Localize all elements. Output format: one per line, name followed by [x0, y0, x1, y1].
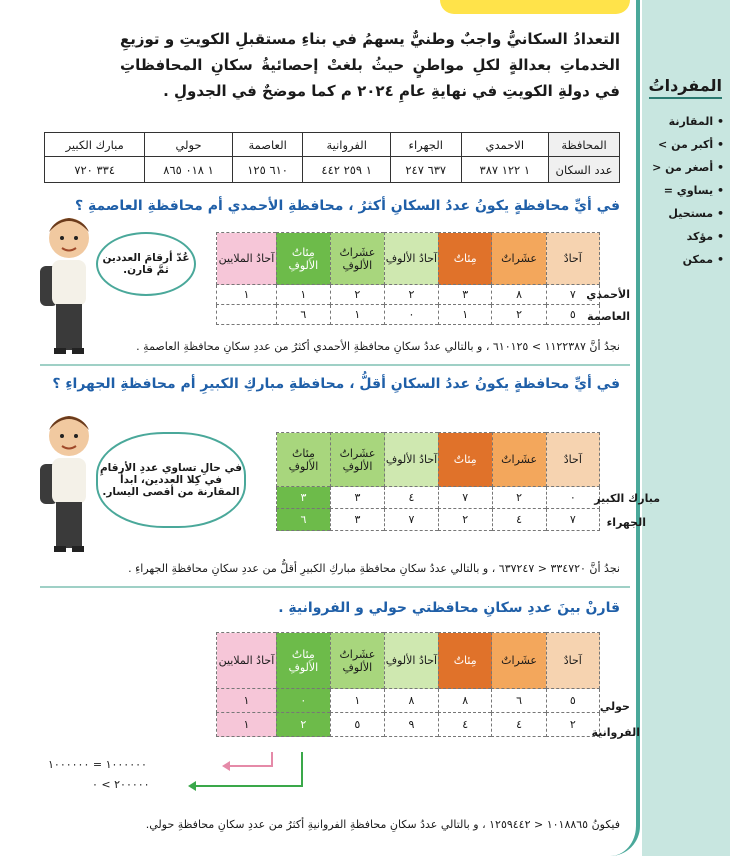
- pv-cell: ٥: [546, 689, 599, 713]
- pv-cell: ٢: [492, 487, 546, 509]
- table-header-cell: مبارك الكبير: [45, 133, 145, 157]
- vocab-item: • ممكن: [652, 248, 724, 271]
- pv-cell: ١: [217, 285, 277, 305]
- pv-header: مِئاتٌ: [438, 433, 492, 487]
- boy-illustration: [32, 406, 102, 556]
- pv-cell: ٦: [492, 689, 546, 713]
- pv-header: آحادُ الألوفِ: [384, 233, 438, 285]
- pv-cell: ٤: [385, 487, 439, 509]
- vocab-title: المفرداتُ: [649, 76, 722, 99]
- question-3: قارنْ بينَ عددِ سكانِ محافظتي حولي و الفروانيةِ .: [278, 600, 620, 616]
- table-header-cell: الفروانية: [303, 133, 390, 157]
- vocab-item: • يساوي =: [652, 179, 724, 202]
- pv-cell: ١: [217, 689, 277, 713]
- table-cell: ١ ٢٥٩ ٤٤٢: [303, 157, 390, 183]
- pv-cell: ١: [330, 689, 384, 713]
- pv-header: عشَراتٌ: [492, 433, 546, 487]
- pv-cell: ٧: [438, 487, 492, 509]
- pv-header: آحادُ الملايين: [217, 233, 277, 285]
- pv-cell: ٨: [492, 285, 546, 305]
- place-value-table-1: [216, 232, 600, 325]
- pv-cell: ٢: [330, 285, 384, 305]
- hint-bubble-1: عُدّ أرقامَ العددين ثمَّ قارن.: [96, 232, 196, 296]
- comparison-note-2: ٢٠٠٠٠٠ > ٠: [92, 778, 150, 791]
- comparison-note-1: ١٠٠٠٠٠٠ = ١٠٠٠٠٠٠: [48, 758, 147, 771]
- pv-row-label: الفروانية: [591, 726, 640, 739]
- pv-cell: ٢: [438, 509, 492, 531]
- pv-header: مِئاتُ الألوفِ: [276, 233, 330, 285]
- pv-row-label: الجهراء: [606, 516, 646, 529]
- pv-cell: ١: [438, 305, 492, 325]
- table-header-cell: الاحمدي: [461, 133, 548, 157]
- table-cell: ١ ٠١٨ ٨٦٥: [145, 157, 232, 183]
- vocab-item: • مؤكد: [652, 225, 724, 248]
- vocab-list: [652, 110, 724, 271]
- pv-cell: ٦: [277, 509, 331, 531]
- table-row-label: عدد السكان: [549, 157, 620, 183]
- pv-header: آحادُ الألوفِ: [385, 433, 439, 487]
- table-header-cell: الجهراء: [390, 133, 461, 157]
- section-divider: [40, 586, 630, 588]
- vocab-item: • أكبر من >: [652, 133, 724, 156]
- boy-illustration: [32, 208, 102, 358]
- pv-header: عشَراتُ الألوفِ: [330, 433, 384, 487]
- pv-cell: ٢: [384, 285, 438, 305]
- pv-cell: ٣: [277, 487, 331, 509]
- pv-cell: ٩: [384, 713, 438, 737]
- pv-cell: ١: [330, 305, 384, 325]
- pv-row-label: حولي: [599, 700, 630, 713]
- table-cell: ٣٣٤ ٧٢٠: [45, 157, 145, 183]
- table-header-label: المحافظة: [549, 133, 620, 157]
- pv-cell: ٠: [384, 305, 438, 325]
- pv-header: مِئاتُ الألوفِ: [276, 633, 330, 689]
- pv-header: مِئاتُ الألوفِ: [277, 433, 331, 487]
- vocab-item: • أصغر من <: [652, 156, 724, 179]
- place-value-table-2: [276, 432, 600, 531]
- vocab-item: • مستحيل: [652, 202, 724, 225]
- pv-cell: ١: [217, 713, 277, 737]
- place-value-table-3: [216, 632, 600, 737]
- pv-cell: ٨: [438, 689, 492, 713]
- pv-cell: ٨: [384, 689, 438, 713]
- pv-row-label: العاصمة: [587, 310, 630, 323]
- conclusion-2: نجدُ أنَّ ٣٣٤٧٢٠ < ٦٣٧٢٤٧ ، و بالتالي عددُ سكانِ محافظةِ مباركِ الكبيرِ أقلُّ من عددِ سكانِ محافظةِ الجهراءِ .: [128, 562, 620, 575]
- table-header-cell: حولي: [145, 133, 232, 157]
- pv-cell: [217, 305, 277, 325]
- pv-cell: ٤: [438, 713, 492, 737]
- pv-cell: ٤: [492, 713, 546, 737]
- vocab-sidebar: [642, 0, 730, 856]
- pv-cell: ٣: [438, 285, 492, 305]
- question-2: في أيِّ محافظةٍ يكونُ عددُ السكانِ أقلُّ ، محافظةِ مباركِ الكبيرِ أم محافظةِ الجهراءِ ؟: [52, 376, 620, 392]
- pv-header: عشَراتٌ: [492, 233, 546, 285]
- pv-cell: ٠: [276, 689, 330, 713]
- pv-cell: ٧: [546, 509, 599, 531]
- question-1: في أيِّ محافظةٍ يكونُ عددُ السكانِ أكثرُ ، محافظةِ الأحمدي أم محافظةِ العاصمةِ ؟: [75, 198, 620, 214]
- pv-header: مِئاتٌ: [438, 233, 492, 285]
- pv-cell: ٣: [330, 487, 384, 509]
- pv-header: آحادٌ: [546, 233, 599, 285]
- population-table: [44, 132, 620, 183]
- pv-cell: ٢: [276, 713, 330, 737]
- pv-row-label: الأحمدي: [586, 288, 630, 301]
- pv-cell: ٤: [492, 509, 546, 531]
- pv-header: آحادُ الألوفِ: [384, 633, 438, 689]
- table-header-cell: العاصمة: [232, 133, 303, 157]
- top-highlight: [440, 0, 630, 14]
- pv-cell: ٠: [546, 487, 599, 509]
- pv-cell: ٥: [546, 305, 599, 325]
- table-cell: ٦١٠ ١٢٥: [232, 157, 303, 183]
- pv-cell: ٧: [385, 509, 439, 531]
- pv-header: آحادُ الملايين: [217, 633, 277, 689]
- pv-cell: ٦: [276, 305, 330, 325]
- intro-paragraph: التعدادُ السكانيُّ واجبٌ وطنيٌّ يسهمُ في بناءِ مستقبلِ الكويتِ و توزيعِ الخدماتِ بعدالةٍ لكلِ مواطنٍ حيثُ بلغتْ إحصائيةُ سكانِ المحافظاتِ في دولةِ الكويتِ في نهايةِ عامِ ٢٠٢٤ م كما موضحٌ في الجدولِ .: [120, 30, 620, 100]
- conclusion-3: فيكونُ ١٠١٨٨٦٥ < ١٢٥٩٤٤٢ ، و بالتالي عددُ سكانِ محافظةِ الفروانيةِ أكثرُ من عددِ سكانِ محافظةِ حولي.: [145, 818, 620, 831]
- pv-header: آحادٌ: [546, 433, 599, 487]
- pv-cell: ١: [276, 285, 330, 305]
- pv-cell: ٢: [546, 713, 599, 737]
- pv-row-label: مبارك الكبير: [594, 492, 660, 505]
- table-cell: ٦٣٧ ٢٤٧: [390, 157, 461, 183]
- pv-cell: ٧: [546, 285, 599, 305]
- table-cell: ١ ١٢٢ ٣٨٧: [461, 157, 548, 183]
- pv-header: عشَراتُ الألوفِ: [330, 633, 384, 689]
- pv-cell: ٢: [492, 305, 546, 325]
- section-divider: [40, 364, 630, 366]
- conclusion-1: نجدُ أنَّ ١١٢٢٣٨٧ > ٦١٠١٢٥ ، و بالتالي عددُ سكانِ محافظةِ الأحمدي أكثرُ من عددِ سكانِ محافظةِ العاصمةِ .: [136, 340, 620, 353]
- pv-header: آحادٌ: [546, 633, 599, 689]
- pv-cell: ٥: [330, 713, 384, 737]
- pv-header: عشَراتُ الألوفِ: [330, 233, 384, 285]
- pv-cell: ٣: [330, 509, 384, 531]
- vocab-item: • المقارنة: [652, 110, 724, 133]
- pv-header: مِئاتٌ: [438, 633, 492, 689]
- hint-bubble-2: في حالِ تساوي عددِ الأرقامِ في كِلا العددين، ابدأ المقارنة من أقصى اليسار.: [96, 432, 246, 528]
- pv-header: عشَراتٌ: [492, 633, 546, 689]
- comparison-arrows: [40, 750, 320, 794]
